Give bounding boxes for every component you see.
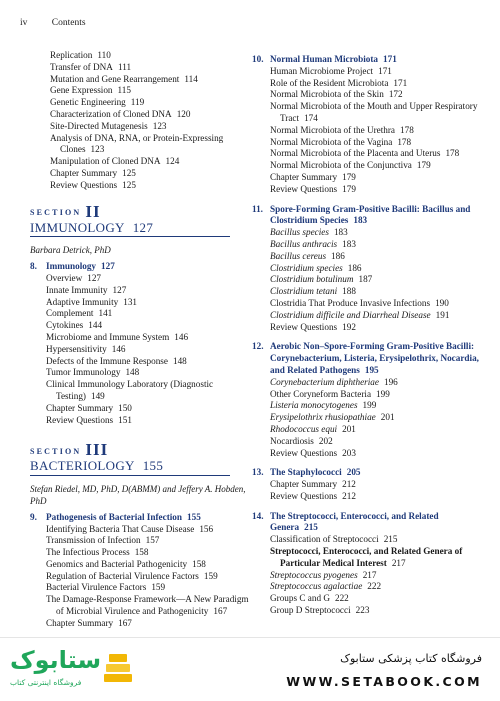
toc-entry-title: Normal Microbiota of the Mouth and Upper Respiratory Tract — [270, 101, 478, 123]
toc-entry[interactable] — [270, 593, 484, 605]
toc-entry-title: Review Questions — [270, 183, 338, 194]
toc-entry-page: 186 — [331, 250, 345, 261]
toc-entry-page: 183 — [342, 238, 356, 249]
toc-entry-title: Erysipelothrix rhusiopathiae — [270, 412, 376, 423]
toc-entry-title: Characterization of Cloned DNA — [50, 108, 172, 119]
toc-entry-page: 125 — [122, 179, 136, 190]
toc-entry[interactable] — [46, 582, 250, 594]
toc-entry-page: 199 — [376, 388, 390, 399]
running-title: Contents — [51, 18, 86, 28]
toc-entry-page: 144 — [88, 320, 103, 331]
toc-entry-title: Review Questions — [270, 490, 338, 501]
toc-entry-title: Clostridium tetani — [270, 286, 338, 297]
toc-entry-page: 159 — [203, 570, 218, 581]
chapter-7-continued — [50, 50, 250, 192]
toc-entry-title: Human Microbiome Project — [270, 65, 374, 76]
toc-entry[interactable] — [50, 62, 250, 74]
toc-entry[interactable] — [270, 322, 484, 334]
chapter — [252, 204, 484, 334]
chapter-number: 12. — [252, 341, 264, 352]
toc-entry[interactable] — [46, 547, 250, 559]
toc-entry-page: 119 — [130, 97, 145, 108]
toc-entry-title: Bacillus anthracis — [270, 238, 338, 249]
toc-entry[interactable] — [46, 571, 250, 583]
toc-right-column — [252, 50, 484, 617]
toc-entry-page: 199 — [362, 400, 377, 411]
publisher-banner — [0, 637, 500, 701]
toc-entry-title: Classification of Streptococci — [270, 534, 379, 545]
toc-entry[interactable] — [50, 85, 250, 97]
toc-entry-page: 148 — [125, 367, 140, 378]
toc-entry[interactable] — [50, 121, 250, 133]
toc-entry-title: Innate Immunity — [46, 284, 108, 295]
toc-entry-page: 217 — [391, 557, 406, 568]
toc-entry-title: Replication — [50, 50, 93, 60]
chapter — [252, 341, 484, 459]
section-roman: III — [85, 440, 109, 460]
toc-entry-page: 131 — [123, 296, 137, 307]
toc-entry-title: Chapter Summary — [270, 479, 338, 490]
page-number: iv — [20, 18, 28, 28]
toc-entry-page: 178 — [445, 148, 460, 159]
toc-entry[interactable] — [46, 594, 250, 618]
toc-entry-page: 149 — [90, 390, 105, 401]
toc-entry-page: 178 — [400, 124, 414, 135]
toc-entry[interactable] — [46, 618, 250, 630]
section-author: Barbara Detrick, PhD — [30, 245, 111, 256]
toc-entry[interactable] — [46, 415, 250, 427]
toc-entry-page: 123 — [90, 144, 105, 155]
chapter-title[interactable]: Aerobic Non–Spore-Forming Gram-Positive Bacilli: Corynebacterium, Listeria, Erysipelothrix, Nocardia, and Related Pathogens 195 — [270, 341, 479, 375]
toc-entry[interactable] — [270, 534, 484, 546]
chapter-title[interactable]: The Staphylococci 205 — [270, 467, 361, 478]
chapter-number: 10. — [252, 54, 264, 64]
toc-entry[interactable] — [270, 286, 484, 298]
chapter-8: 8. Immunology 127 Overview 127 Innate Immunity 127 Adaptive Immunity 131 Complement 141 Cytokines 144 Microbiome and Immune System 146 Hypersensitivity 146 Defects of the Immune Response 148 Tumor Immunology 148 Clinical Immunology Laboratory (Diagnostic Testing) 149 Chapter Summary 150 Review Questions 151 — [30, 261, 250, 426]
toc-entry[interactable] — [270, 184, 484, 196]
chapter-entries — [46, 524, 250, 630]
toc-entry-title: Analysis of DNA, RNA, or Protein-Expressing Clones — [50, 132, 224, 155]
toc-entry-page: 114 — [184, 73, 198, 84]
toc-entry-page: 127 — [112, 284, 127, 295]
toc-entry[interactable] — [270, 424, 484, 436]
page-header — [20, 18, 108, 28]
toc-entry-page: 201 — [342, 423, 356, 434]
toc-entry[interactable] — [50, 97, 250, 109]
toc-entry[interactable] — [270, 274, 484, 286]
toc-entry-page: 123 — [152, 120, 167, 131]
toc-entry[interactable] — [270, 310, 484, 322]
setabook-logo — [8, 644, 140, 694]
toc-entry[interactable] — [46, 403, 250, 415]
toc-entry-title: Bacterial Virulence Factors — [46, 582, 147, 593]
section-roman: II — [85, 201, 101, 221]
toc-entry-page: 127 — [87, 272, 102, 283]
toc-entry[interactable] — [270, 479, 484, 491]
toc-entry-title: Site-Directed Mutagenesis — [50, 120, 148, 131]
toc-entry-page: 120 — [176, 108, 191, 119]
toc-entry-title: Role of the Resident Microbiota — [270, 77, 389, 88]
chapter-title: Immunology 127 — [46, 261, 115, 272]
toc-entry[interactable] — [270, 148, 484, 160]
toc-entry-title: Clostridium difficile and Diarrheal Disease — [270, 309, 431, 320]
toc-entry[interactable] — [270, 298, 484, 310]
toc-entry[interactable] — [270, 239, 484, 251]
toc-entry-title: Hypersensitivity — [46, 343, 107, 354]
toc-entry-page: 158 — [134, 547, 149, 558]
toc-entry-title: Identifying Bacteria That Cause Disease — [46, 523, 195, 534]
toc-entry[interactable] — [270, 581, 484, 593]
toc-entry-page: 111 — [117, 61, 132, 72]
toc-entry-page: 146 — [111, 343, 126, 354]
toc-entry-title: Review Questions — [50, 179, 118, 190]
toc-entry-page: 190 — [435, 297, 449, 308]
toc-entry-page: 215 — [383, 534, 398, 545]
toc-entry-title: Nocardiosis — [270, 435, 314, 446]
toc-entry-page: 179 — [342, 171, 356, 182]
toc-entry-page: 202 — [318, 435, 333, 446]
toc-entry-title: Normal Microbiota of the Placenta and Uterus — [270, 148, 441, 159]
toc-entry-page: 188 — [342, 286, 356, 297]
toc-entry[interactable] — [270, 436, 484, 448]
section-iii — [30, 442, 250, 629]
toc-entry-page: 187 — [358, 274, 373, 285]
toc-entry[interactable] — [50, 133, 250, 157]
toc-entry[interactable] — [50, 74, 250, 86]
toc-entry-title: Corynebacterium diphtheriae — [270, 376, 379, 387]
toc-entry-title: Regulation of Bacterial Virulence Factors — [46, 570, 199, 581]
toc-entry[interactable] — [50, 50, 250, 62]
toc-entry-page: 172 — [388, 89, 403, 100]
toc-entry[interactable] — [270, 570, 484, 582]
toc-entry[interactable] — [46, 344, 250, 356]
toc-entry-title: The Infectious Process — [46, 547, 130, 558]
toc-entry-title: Streptococci, Enterococci, and Related Genera of Particular Medical Interest — [270, 546, 463, 568]
toc-entry-title: Manipulation of Cloned DNA — [50, 156, 161, 167]
toc-entry-title: Gene Expression — [50, 85, 113, 96]
toc-entry-title: Listeria monocytogenes — [270, 400, 358, 411]
toc-entry-page: 191 — [435, 309, 450, 320]
toc-entry-page: 159 — [151, 582, 166, 593]
toc-entry-page: 212 — [342, 490, 356, 501]
toc-entry-page: 183 — [333, 227, 348, 238]
toc-entry-title: Normal Microbiota of the Skin — [270, 89, 384, 100]
toc-entry-page: 141 — [98, 308, 113, 319]
chapter-entries — [46, 273, 250, 426]
toc-entry[interactable] — [270, 400, 484, 412]
toc-entry[interactable] — [270, 263, 484, 275]
toc-entry-page: 171 — [393, 77, 408, 88]
toc-entry-title: Group D Streptococci — [270, 605, 351, 616]
toc-left-column — [30, 50, 250, 630]
logo-text: ستابوک — [10, 646, 102, 674]
toc-entry[interactable] — [270, 78, 484, 90]
chapter-title[interactable]: The Streptococci, Enterococci, and Related Genera 215 — [270, 510, 439, 533]
toc-entry[interactable] — [270, 377, 484, 389]
toc-entry-page: 178 — [397, 136, 412, 147]
toc-entry[interactable] — [50, 156, 250, 168]
toc-entry-title: Normal Microbiota of the Conjunctiva — [270, 160, 412, 171]
chapter — [252, 54, 484, 196]
toc-entry-title: Streptococcus pyogenes — [270, 569, 358, 580]
toc-entry[interactable] — [270, 227, 484, 239]
toc-entry-page: 148 — [172, 355, 187, 366]
toc-entry-page: 174 — [304, 112, 318, 123]
toc-entry-page: 222 — [367, 581, 382, 592]
toc-entry-page: 192 — [342, 321, 356, 332]
toc-entry[interactable] — [46, 273, 250, 285]
toc-entry-page: 186 — [347, 262, 362, 273]
toc-entry[interactable] — [270, 389, 484, 401]
section-title: IMMUNOLOGY 127 — [30, 222, 230, 238]
toc-entry[interactable] — [270, 66, 484, 78]
toc-entry-page: 212 — [342, 479, 356, 490]
book-stack-icon — [100, 650, 136, 688]
toc-entry[interactable] — [50, 180, 250, 192]
toc-entry-title: Complement — [46, 308, 94, 319]
toc-entry-title: Clostridium botulinum — [270, 274, 354, 285]
toc-entry-title: Genomics and Bacterial Pathogenicity — [46, 558, 188, 569]
toc-entry-page: 171 — [378, 65, 392, 76]
chapter-number: 14. — [252, 510, 264, 521]
toc-entry-page: 217 — [362, 569, 377, 580]
toc-entry[interactable] — [270, 172, 484, 184]
toc-entry[interactable] — [270, 251, 484, 263]
chapter-title[interactable]: Spore-Forming Gram-Positive Bacilli: Bacillus and Clostridium Species 183 — [270, 203, 471, 226]
toc-entry-title: Overview — [46, 272, 83, 283]
toc-entry-title: Mutation and Gene Rearrangement — [50, 73, 180, 84]
chapter-title: Pathogenesis of Bacterial Infection 155 — [46, 511, 201, 522]
section-ii — [30, 201, 250, 427]
toc-entry[interactable] — [46, 367, 250, 379]
toc-entry[interactable] — [270, 137, 484, 149]
toc-entry-title: Clostridium species — [270, 262, 343, 273]
toc-entry-title: Chapter Summary — [50, 167, 118, 178]
store-url: WWW.SETABOOK.COM — [286, 674, 482, 689]
toc-entry[interactable] — [270, 546, 484, 570]
toc-entry[interactable] — [270, 605, 484, 617]
toc-entry-title: Bacillus cereus — [270, 250, 327, 261]
chapter-number: 13. — [252, 467, 264, 478]
toc-entry-page: 158 — [192, 558, 206, 569]
toc-entry-title: Chapter Summary — [270, 171, 338, 182]
toc-entry[interactable] — [46, 559, 250, 571]
store-name: فروشگاه کتاب پزشکی ستابوک — [340, 652, 482, 665]
toc-entry-title: Rhodococcus equi — [270, 423, 338, 434]
toc-entry[interactable] — [46, 379, 250, 403]
toc-entry[interactable] — [46, 297, 250, 309]
toc-entry-title: Cytokines — [46, 320, 84, 331]
chapter — [252, 467, 484, 502]
section-author: Stefan Riedel, MD, PhD, D(ABMM) and Jeffery A. Hobden, PhD — [30, 484, 246, 506]
toc-entry-title: Review Questions — [270, 321, 338, 332]
toc-entry-title: Transmission of Infection — [46, 535, 141, 546]
toc-entry-title: Clostridia That Produce Invasive Infections — [270, 297, 431, 308]
toc-entry-title: Chapter Summary — [46, 402, 114, 413]
toc-entry-title: Genetic Engineering — [50, 97, 126, 108]
toc-entry-title: Clinical Immunology Laboratory (Diagnostic Testing) — [46, 379, 214, 401]
toc-entry-title: Normal Microbiota of the Vagina — [270, 136, 393, 147]
toc-entry-page: 203 — [342, 447, 356, 458]
toc-entry-page: 201 — [380, 412, 395, 423]
toc-entry[interactable] — [50, 109, 250, 121]
toc-entry-title: The Damage-Response Framework—A New Paradigm of Microbial Virulence and Pathogenicity — [46, 594, 249, 617]
chapter — [252, 511, 484, 617]
toc-entry-page: 196 — [383, 376, 398, 387]
logo-subtext: فروشگاه اینترنتی کتاب — [10, 678, 82, 687]
toc-entry-page: 179 — [416, 160, 431, 171]
chapter-9: 9. Pathogenesis of Bacterial Infection 155 Identifying Bacteria That Cause Disease 156 Transmission of Infection 157 The Infectious Process 158 Genomics and Bacterial Pathogenicity 158 Regulation of Bacterial Virulence Factors 159 Bacterial Virulence Factors 159 The Damage-Response Framework—A New Paradigm of Microbial Virulence and Pathogenicity 167 Chapter Summary 167 — [30, 511, 249, 628]
toc-entry-page: 179 — [342, 183, 356, 194]
toc-entry[interactable] — [270, 89, 484, 101]
toc-entry-page: 151 — [118, 414, 132, 425]
toc-entry-page: 167 — [118, 617, 132, 628]
toc-entry-page: 157 — [145, 535, 160, 546]
toc-entry-title: Bacillus species — [270, 227, 329, 238]
toc-entry-title: Chapter Summary — [46, 617, 114, 628]
toc-entry-page: 150 — [118, 402, 132, 413]
toc-entry-title: Normal Microbiota of the Urethra — [270, 124, 396, 135]
toc-entry-title: Adaptive Immunity — [46, 296, 119, 307]
chapter-title[interactable]: Normal Human Microbiota 171 — [270, 54, 397, 64]
toc-entry-title: Defects of the Immune Response — [46, 355, 168, 366]
toc-entry-title: Microbiome and Immune System — [46, 331, 170, 342]
toc-entry[interactable] — [270, 448, 484, 460]
toc-entry-page: 223 — [355, 605, 370, 616]
toc-entry[interactable] — [46, 320, 250, 332]
section-title: BACTERIOLOGY 155 — [30, 460, 230, 476]
toc-entry-title: Review Questions — [46, 414, 114, 425]
toc-entry[interactable] — [270, 101, 484, 125]
toc-entry[interactable] — [270, 160, 484, 172]
toc-entry[interactable] — [270, 491, 484, 503]
chapter-number: 11. — [252, 203, 263, 214]
toc-entry[interactable] — [46, 285, 250, 297]
toc-entry[interactable] — [270, 412, 484, 424]
toc-entry[interactable] — [46, 356, 250, 368]
toc-entry-page: 110 — [97, 50, 111, 60]
toc-entry-page: 115 — [117, 85, 131, 96]
toc-entry-page: 146 — [174, 331, 189, 342]
toc-entry[interactable] — [46, 524, 250, 536]
section-label: SECTION III — [30, 440, 109, 460]
toc-entry-page: 124 — [165, 156, 180, 167]
toc-entry-title: Streptococcus agalactiae — [270, 581, 363, 592]
toc-entry-page: 125 — [122, 167, 136, 178]
toc-entry-title: Transfer of DNA — [50, 61, 113, 72]
toc-entry[interactable] — [46, 308, 250, 320]
toc-entry-page: 167 — [213, 606, 228, 617]
toc-entry[interactable] — [50, 168, 250, 180]
toc-entry-title: Other Coryneform Bacteria — [270, 388, 372, 399]
toc-entry-title: Groups C and G — [270, 593, 330, 604]
toc-entry[interactable] — [46, 332, 250, 344]
toc-entry[interactable] — [270, 125, 484, 137]
toc-entry-page: 222 — [334, 593, 349, 604]
toc-entry[interactable] — [46, 535, 250, 547]
toc-entry-page: 156 — [199, 523, 214, 534]
section-label: SECTION II — [30, 201, 101, 221]
toc-entry-title: Review Questions — [270, 447, 338, 458]
toc-entry-title: Tumor Immunology — [46, 367, 121, 378]
